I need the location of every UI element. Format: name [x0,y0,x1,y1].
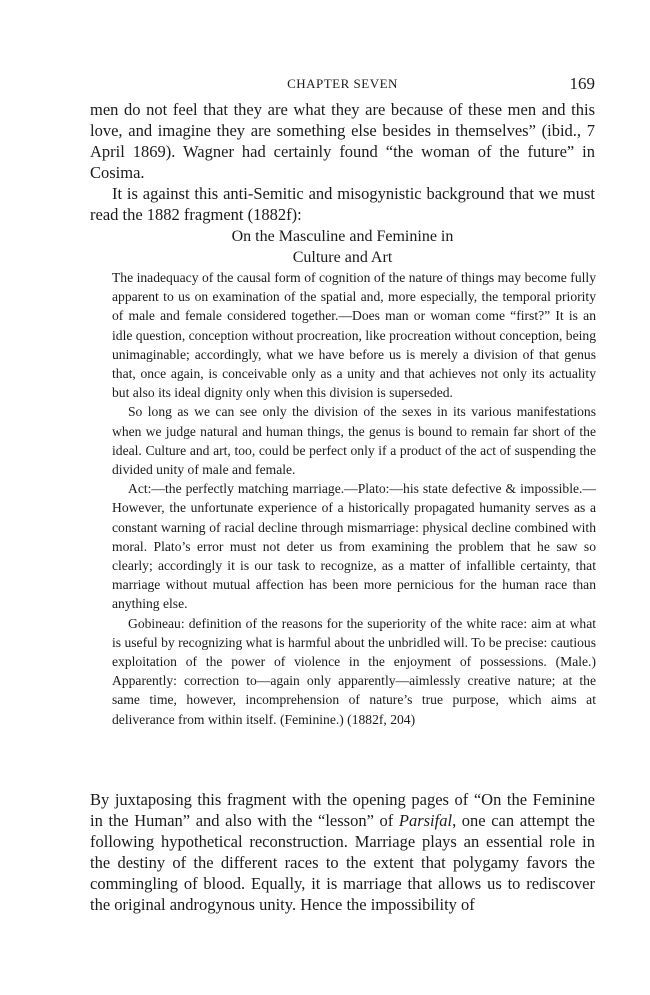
paragraph-continuation: men do not feel that they are what they are because of these men and this love, and imagine they are something else besides in themselves” (ibid., 7 April 1869). Wagner had certainly found “the woman of the future” in Cosima. [90,100,595,182]
block-quote [112,268,596,729]
body-text-top [90,99,595,225]
body-text-bottom [90,789,595,915]
paragraph-text-start: By juxtaposing this fragment with the opening pages of “On the Feminine in the Human” and also with the “lesson” of [90,790,595,830]
fragment-title [90,226,595,268]
quote-paragraph: The inadequacy of the causal form of cognition of the nature of things may become fully apparent to us on examination of the spatial and, more especially, the temporal priority of male and female considered together.—Does man or woman come “first?” It is an idle question, conception without procreation, like procreation without conception, being unimaginable; accordingly, what we have before us is merely a division of that genus that, once again, is conceivable only as a unity and that achieves not only its actuality but also its ideal dignity only when this division is superseded. [112,270,596,401]
work-title-parsifal: Parsifal [398,811,453,830]
paragraph-text-end: , one can attempt the following hypothetical reconstruction. Marriage plays an essential role in the destiny of the different races to the extent that polygamy favors the commingling of blood. Equally, it is marriage that allows us to rediscover the original androgynous unity. Hence the impossibility of [90,811,595,914]
fragment-title-line-2: Culture and Art [292,249,393,266]
quote-paragraph: Gobineau: definition of the reasons for the superiority of the white race: aim at what is useful by recognizing what is harmful about the unbridled will. To be precise: cautious exploitation of the power of violence in the enjoyment of possessions. (Male.) Apparently: correction to—again only apparently—aimlessly creative nature; at the same time, however, incomprehension of nature’s true purpose, which aims at deliverance from within itself. (Feminine.) (1882f, 204) [112,615,596,727]
quote-paragraph: So long as we can see only the division of the sexes in its various manifestations when we judge natural and human things, the genus is bound to remain far short of the ideal. Culture and art, too, could be perfect only if a product of the act of suspending the divided unity of male and female. [112,404,596,478]
paragraph-reconstruction [90,789,595,915]
running-head [90,74,595,94]
paragraph-intro-fragment: It is against this anti-Semitic and misogynistic background that we must read the 1882 fragment (1882f): [90,184,595,224]
fragment-title-line-1: On the Masculine and Feminine in [231,228,454,245]
quote-paragraph: Act:—the perfectly matching marriage.—Plato:—his state defective & impossible.—However, the unfortunate experience of a historically propagated humanity serves as a constant warning of racial decline through mismarriage: physical decline combined with moral. Plato’s error must not deter us from examining the problem that he saw so clearly; accordingly it is our task to recognize, as a matter of infallible certainty, that marriage without mutual affection has been more pernicious for the human race than anything else. [112,481,596,612]
chapter-title: CHAPTER SEVEN [287,76,398,91]
page-number: 169 [569,74,595,93]
